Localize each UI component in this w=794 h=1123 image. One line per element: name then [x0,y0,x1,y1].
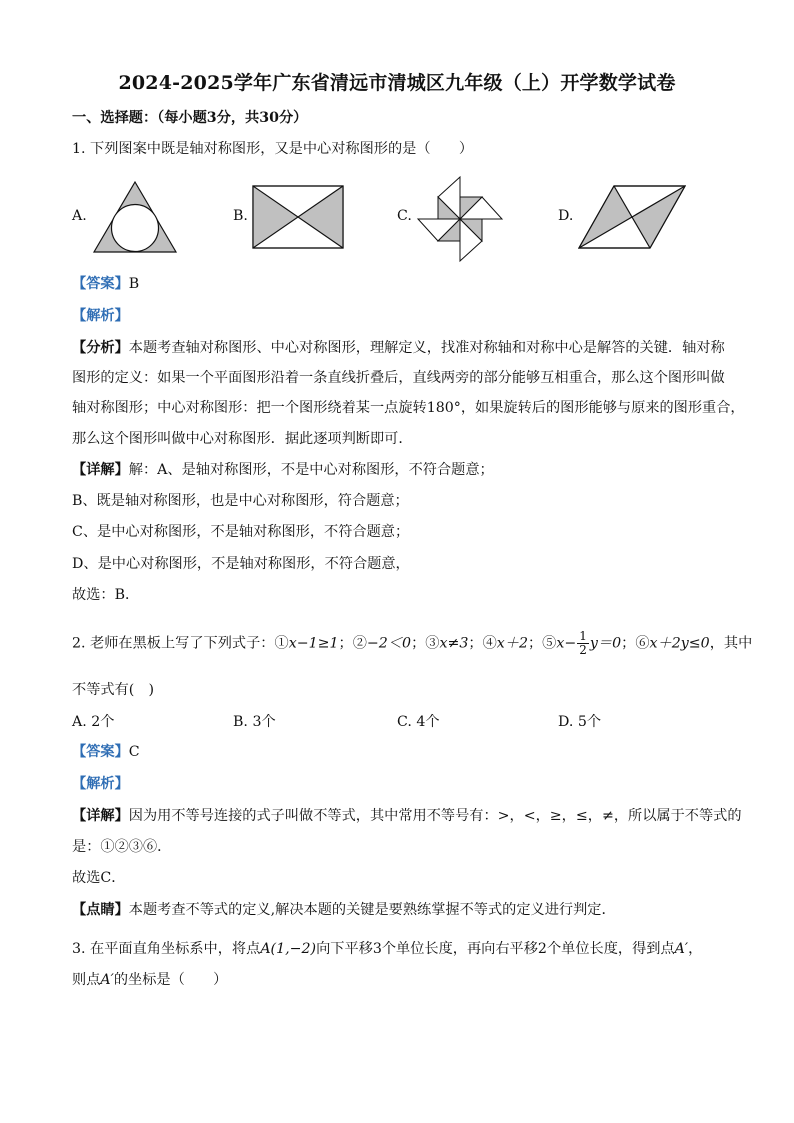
q1-option-b-label: B. [233,208,248,224]
q2-expr-5a: x− [556,635,577,652]
dianjing-tag: 【点睛】 [72,902,129,918]
xiangjie-tag: 【详解】 [72,462,129,478]
q3-stem-text: 则点 [72,972,101,988]
q1-figure-b-rectangle [252,185,344,249]
q1-xiangjie-line-5: 故选：B． [72,587,140,603]
q3-stem-text: 的坐标是（ ） [113,972,228,988]
answer-value: B [128,276,140,292]
q2-stem-tail: ，其中 [709,635,753,652]
section-heading: 一、选择题：（每小题3分，共30分） [72,110,308,126]
q1-fenxi-line-3: 轴对称图形；中心对称图形：把一个图形绕着某一点旋转180°，如果旋转后的图形能够与原来的图形重合， [72,400,745,416]
q2-xiangjie-line-1 [72,806,742,826]
q2-sep: ；③ [411,635,440,652]
q2-answer [72,742,140,762]
q2-expr-3: x≠3 [439,635,469,652]
q2-expr-6: x＋2y≤0 [649,635,710,652]
xiangjie-text: 因为用不等号连接的式子叫做不等式，其中常用不等号有：>，<，≥，≤，≠，所以属于不等式的 [128,808,742,824]
q2-choice-d: D. 5个 [558,714,602,730]
q1-xiangjie-line-3: C、是中心对称图形，不是轴对称图形，不符合题意； [72,524,410,540]
q3-stem-comma: ， [688,941,703,957]
q2-stem-text: 2. 老师在黑板上写了下列式子：① [72,635,289,652]
q2-choice-c: C. 4个 [397,714,440,730]
answer-value: C [128,744,140,760]
answer-tag: 【答案】 [72,744,129,760]
q2-dianjing [72,900,616,920]
q3-stem-text: 3. 在平面直角坐标系中，将点 [72,941,261,957]
q1-xiangjie-line-2: B、既是轴对称图形，也是中心对称图形，符合题意； [72,493,409,509]
fenxi-tag: 【分析】 [72,340,129,356]
q1-fenxi-line-1 [72,338,725,358]
q2-choice-a: A. 2个 [72,714,115,730]
dianjing-text: 本题考查不等式的定义,解决本题的关键是要熟练掌握不等式的定义进行判定． [128,902,616,918]
q2-expr-1: x−1≥1 [288,635,339,652]
q1-figure-a-triangle-circle [92,180,178,254]
q1-fenxi-line-2: 图形的定义：如果一个平面图形沿着一条直线折叠后，直线两旁的部分能够互相重合，那么这个图形叫做 [72,370,725,386]
q2-expr-2: −2＜0 [366,635,412,652]
q1-figure-c-pinwheel [416,175,504,263]
q1-xiangjie-line-1 [72,460,494,480]
q1-answer [72,274,139,294]
q3-stem-text: 向下平移3个单位长度，再向右平移2个单位长度，得到点 [316,941,675,957]
xiangjie-tag: 【详解】 [72,808,129,824]
analysis-tag: 【解析】 [72,308,129,324]
fenxi-text: 本题考查轴对称图形、中心对称图形，理解定义，找准对称轴和对称中心是解答的关键．轴对称 [128,340,725,356]
q2-fraction [577,630,589,657]
q1-option-a-label: A. [72,208,87,224]
q3-point-a-prime: A′ [100,972,114,988]
fraction-numerator: 1 [579,629,587,643]
q1-figure-d-parallelogram [578,185,686,249]
answer-tag: 【答案】 [72,276,129,292]
q2-analysis-heading [72,774,129,794]
q2-sep: ；④ [468,635,497,652]
q2-stem [72,630,752,657]
q3-point-a-prime: A′ [674,941,689,957]
q2-xiangjie-line-2: 是：①②③⑥． [72,839,172,855]
q1-stem: 1. 下列图案中既是轴对称图形，又是中心对称图形的是（ ） [72,141,474,157]
q2-stem-line-2: 不等式有( ) [72,682,155,698]
analysis-tag: 【解析】 [72,776,129,792]
q2-expr-5b: y＝0 [589,635,622,652]
q3-stem [72,936,702,962]
page-title: 2024-2025学年广东省清远市清城区九年级（上）开学数学试卷 [118,72,676,94]
q1-xiangjie-line-4: D、是中心对称图形，不是轴对称图形，不符合题意， [72,556,410,572]
q3-stem-line-2 [72,970,227,990]
q2-sep: ；⑥ [621,635,650,652]
q1-option-d-label: D. [558,208,574,224]
q3-point-a: A(1,−2) [260,941,317,957]
xiangjie-text: 解：A、是轴对称图形，不是中心对称图形，不符合题意； [128,462,494,478]
q2-sep: ；② [338,635,367,652]
q2-expr-4: x＋2 [496,635,528,652]
q2-xiangjie-line-3: 故选C． [72,870,126,886]
q2-sep: ；⑤ [527,635,557,652]
fraction-denominator: 2 [579,643,587,657]
q1-fenxi-line-4: 那么这个图形叫做中心对称图形．据此逐项判断即可． [72,431,413,447]
q2-choice-b: B. 3个 [233,714,276,730]
q1-option-c-label: C. [397,208,412,224]
q1-analysis-heading [72,306,129,326]
